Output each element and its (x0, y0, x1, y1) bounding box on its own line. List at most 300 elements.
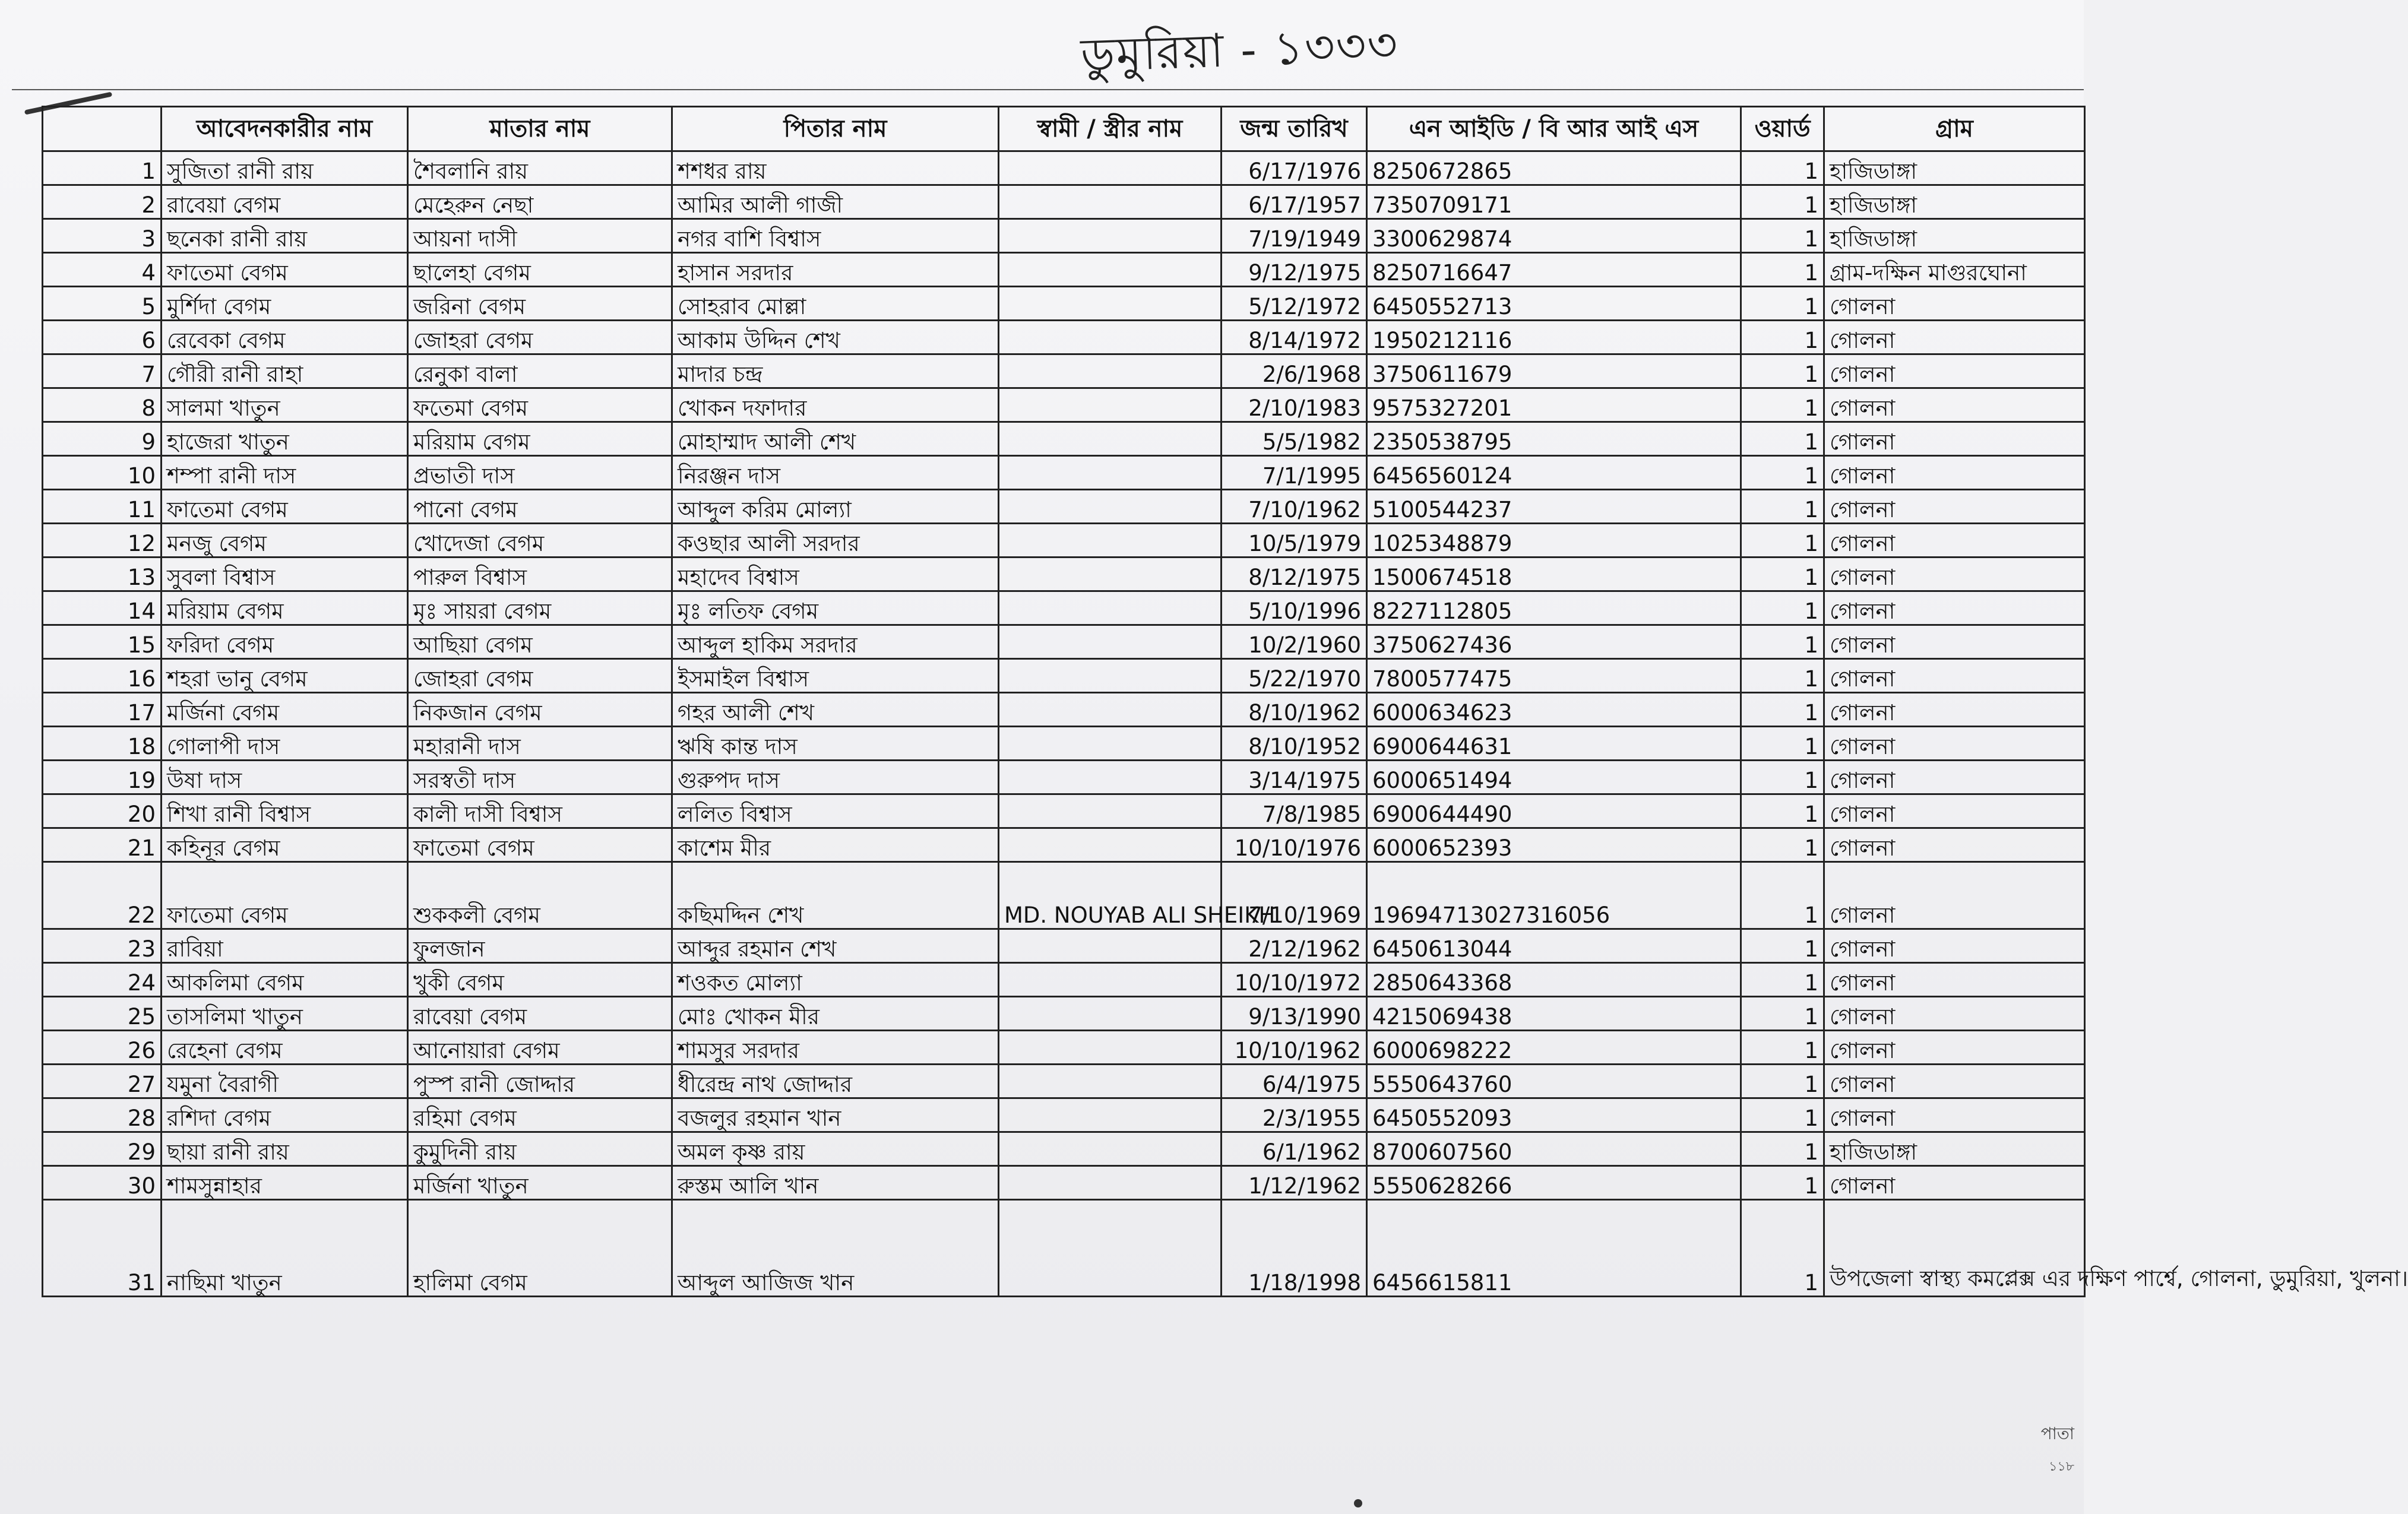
village-name: গোলনা (1824, 929, 2085, 963)
table-row (43, 219, 2085, 253)
col-header-village: গ্রাম (1824, 107, 2085, 151)
mother-name: আয়না দাসী (408, 219, 672, 253)
spouse-name (999, 997, 1222, 1031)
village-name: গোলনা (1824, 659, 2085, 693)
col-header-ward: ওয়ার্ড (1741, 107, 1824, 151)
father-name: কওছার আলী সরদার (672, 524, 999, 558)
applicant-name: শহরা ভানু বেগম (162, 659, 408, 693)
spouse-name (999, 321, 1222, 354)
nid-number: 6000634623 (1367, 693, 1741, 727)
mother-name: প্রভাতী দাস (408, 456, 672, 490)
village-name: গোলনা (1824, 558, 2085, 591)
applicant-name: ছনেকা রানী রায় (162, 219, 408, 253)
spouse-name (999, 456, 1222, 490)
table-row (43, 185, 2085, 219)
father-name: মৃঃ লতিফ বেগম (672, 591, 999, 625)
table-row (43, 1200, 2085, 1297)
col-header-serial (43, 107, 162, 151)
applicant-name: হাজেরা খাতুন (162, 422, 408, 456)
applicant-name: ফরিদা বেগম (162, 625, 408, 659)
table-row (43, 151, 2085, 185)
spouse-name (999, 1200, 1222, 1297)
row-number: 5 (43, 287, 162, 321)
date-of-birth: 5/12/1972 (1222, 287, 1367, 321)
ward-number: 1 (1741, 862, 1824, 929)
applicant-name: যমুনা বৈরাগী (162, 1065, 408, 1098)
village-name: গোলনা (1824, 321, 2085, 354)
village-name: গোলনা (1824, 524, 2085, 558)
applicant-name: রশিদা বেগম (162, 1098, 408, 1132)
mother-name: রহিমা বেগম (408, 1098, 672, 1132)
father-name: শামসুর সরদার (672, 1031, 999, 1065)
applicant-name: সালমা খাতুন (162, 388, 408, 422)
table-row (43, 524, 2085, 558)
date-of-birth: 7/1/1995 (1222, 456, 1367, 490)
village-name: গোলনা (1824, 422, 2085, 456)
nid-number: 6000651494 (1367, 761, 1741, 794)
spouse-name (999, 625, 1222, 659)
spouse-name (999, 422, 1222, 456)
mother-name: মরিয়াম বেগম (408, 422, 672, 456)
nid-number: 6456615811 (1367, 1200, 1741, 1297)
ward-number: 1 (1741, 828, 1824, 862)
spouse-name (999, 151, 1222, 185)
father-name: আমির আলী গাজী (672, 185, 999, 219)
ward-number: 1 (1741, 388, 1824, 422)
nid-number: 8250672865 (1367, 151, 1741, 185)
handwritten-title: ডুমুরিয়া - ১৩৩৩ (1080, 18, 1400, 83)
nid-number: 6456560124 (1367, 456, 1741, 490)
nid-number: 6900644490 (1367, 794, 1741, 828)
ward-number: 1 (1741, 219, 1824, 253)
father-name: গুরুপদ দাস (672, 761, 999, 794)
village-name: হাজিডাঙ্গা (1824, 1132, 2085, 1166)
village-name: গোলনা (1824, 1031, 2085, 1065)
col-header-father: পিতার নাম (672, 107, 999, 151)
applicant-name: সুবলা বিশ্বাস (162, 558, 408, 591)
row-number: 22 (43, 862, 162, 929)
ward-number: 1 (1741, 794, 1824, 828)
mother-name: শৈবলানি রায় (408, 151, 672, 185)
spouse-name (999, 761, 1222, 794)
mother-name: পারুল বিশ্বাস (408, 558, 672, 591)
table-body (43, 151, 2408, 1297)
table-row (43, 287, 2085, 321)
applicant-name: রাবেয়া বেগম (162, 185, 408, 219)
applicant-name: রাবিয়া (162, 929, 408, 963)
col-header-applicant: আবেদনকারীর নাম (162, 107, 408, 151)
father-name: খোকন দফাদার (672, 388, 999, 422)
mother-name: সরস্বতী দাস (408, 761, 672, 794)
ward-number: 1 (1741, 997, 1824, 1031)
spouse-name (999, 1065, 1222, 1098)
ward-number: 1 (1741, 625, 1824, 659)
village-name: গোলনা (1824, 727, 2085, 761)
date-of-birth: 7/8/1985 (1222, 794, 1367, 828)
table-row (43, 997, 2085, 1031)
ward-number: 1 (1741, 1166, 1824, 1200)
table-row (43, 963, 2085, 997)
father-name: ধীরেন্দ্র নাথ জোদ্দার (672, 1065, 999, 1098)
ward-number: 1 (1741, 1098, 1824, 1132)
village-name: গোলনা (1824, 997, 2085, 1031)
father-name: আব্দুল করিম মোল্যা (672, 490, 999, 524)
date-of-birth: 9/13/1990 (1222, 997, 1367, 1031)
row-number: 1 (43, 151, 162, 185)
date-of-birth: 9/12/1975 (1222, 253, 1367, 287)
village-name: উপজেলা স্বাস্থ্য কমপ্লেক্স এর দক্ষিণ পার্শ্বে, গোলনা, ডুমুরিয়া, খুলনা। (1824, 1200, 2085, 1297)
date-of-birth: 6/1/1962 (1222, 1132, 1367, 1166)
row-number: 24 (43, 963, 162, 997)
date-of-birth: 1/12/1962 (1222, 1166, 1367, 1200)
ward-number: 1 (1741, 761, 1824, 794)
nid-number: 2350538795 (1367, 422, 1741, 456)
row-number: 4 (43, 253, 162, 287)
date-of-birth: 7/10/1969 (1222, 862, 1367, 929)
father-name: সোহরাব মোল্লা (672, 287, 999, 321)
table-row (43, 727, 2085, 761)
ward-number: 1 (1741, 253, 1824, 287)
spouse-name (999, 591, 1222, 625)
nid-number: 8700607560 (1367, 1132, 1741, 1166)
mother-name: কুমুদিনী রায় (408, 1132, 672, 1166)
ward-number: 1 (1741, 151, 1824, 185)
applicant-name: মরিয়াম বেগম (162, 591, 408, 625)
row-number: 18 (43, 727, 162, 761)
date-of-birth: 7/10/1962 (1222, 490, 1367, 524)
ward-number: 1 (1741, 321, 1824, 354)
village-name: গোলনা (1824, 287, 2085, 321)
table-row (43, 354, 2085, 388)
applicant-name: মর্জিনা বেগম (162, 693, 408, 727)
table-row (43, 1098, 2085, 1132)
nid-number: 6000652393 (1367, 828, 1741, 862)
date-of-birth: 10/10/1976 (1222, 828, 1367, 862)
row-number: 21 (43, 828, 162, 862)
nid-number: 19694713027316056 (1367, 862, 1741, 929)
beneficiary-table (42, 106, 2408, 1297)
father-name: ঋষি কান্ত দাস (672, 727, 999, 761)
spouse-name (999, 558, 1222, 591)
mother-name: নিকজান বেগম (408, 693, 672, 727)
mother-name: পানো বেগম (408, 490, 672, 524)
date-of-birth: 5/10/1996 (1222, 591, 1367, 625)
row-number: 27 (43, 1065, 162, 1098)
village-name: গোলনা (1824, 591, 2085, 625)
table-row (43, 929, 2085, 963)
ward-number: 1 (1741, 185, 1824, 219)
spouse-name (999, 354, 1222, 388)
row-number: 29 (43, 1132, 162, 1166)
applicant-name: শামসুন্নাহার (162, 1166, 408, 1200)
mother-name: শুককলী বেগম (408, 862, 672, 929)
date-of-birth: 2/3/1955 (1222, 1098, 1367, 1132)
ward-number: 1 (1741, 929, 1824, 963)
father-name: মাদার চন্দ্র (672, 354, 999, 388)
top-rule (12, 89, 2084, 90)
date-of-birth: 6/4/1975 (1222, 1065, 1367, 1098)
mother-name: ফুলজান (408, 929, 672, 963)
applicant-name: সুজিতা রানী রায় (162, 151, 408, 185)
spouse-name (999, 219, 1222, 253)
date-of-birth: 7/19/1949 (1222, 219, 1367, 253)
date-of-birth: 10/10/1962 (1222, 1031, 1367, 1065)
date-of-birth: 8/14/1972 (1222, 321, 1367, 354)
village-name: গোলনা (1824, 963, 2085, 997)
spouse-name (999, 794, 1222, 828)
table-header-row (43, 107, 2085, 151)
nid-number: 3300629874 (1367, 219, 1741, 253)
mother-name: মর্জিনা খাতুন (408, 1166, 672, 1200)
row-number: 26 (43, 1031, 162, 1065)
applicant-name: ফাতেমা বেগম (162, 490, 408, 524)
applicant-name: গোলাপী দাস (162, 727, 408, 761)
applicant-name: মুর্শিদা বেগম (162, 287, 408, 321)
row-number: 11 (43, 490, 162, 524)
mother-name: ছালেহা বেগম (408, 253, 672, 287)
row-number: 9 (43, 422, 162, 456)
row-number: 19 (43, 761, 162, 794)
father-name: ললিত বিশ্বাস (672, 794, 999, 828)
spouse-name: MD. NOUYAB ALI SHEIKH (999, 862, 1222, 929)
table-row (43, 456, 2085, 490)
col-header-mother: মাতার নাম (408, 107, 672, 151)
father-name: আব্দুর রহমান শেখ (672, 929, 999, 963)
father-name: নিরঞ্জন দাস (672, 456, 999, 490)
mother-name: কালী দাসী বিশ্বাস (408, 794, 672, 828)
ward-number: 1 (1741, 422, 1824, 456)
mother-name: ফতেমা বেগম (408, 388, 672, 422)
table-row (43, 1031, 2085, 1065)
ward-number: 1 (1741, 456, 1824, 490)
village-name: গোলনা (1824, 354, 2085, 388)
father-name: শশধর রায় (672, 151, 999, 185)
col-header-dob: জন্ম তারিখ (1222, 107, 1367, 151)
nid-number: 9575327201 (1367, 388, 1741, 422)
date-of-birth: 1/18/1998 (1222, 1200, 1367, 1297)
village-name: গোলনা (1824, 1098, 2085, 1132)
applicant-name: কহিনূর বেগম (162, 828, 408, 862)
ward-number: 1 (1741, 287, 1824, 321)
table-row (43, 862, 2085, 929)
ward-number: 1 (1741, 727, 1824, 761)
village-name: গোলনা (1824, 862, 2085, 929)
spouse-name (999, 1132, 1222, 1166)
ward-number: 1 (1741, 591, 1824, 625)
date-of-birth: 10/5/1979 (1222, 524, 1367, 558)
nid-number: 8227112805 (1367, 591, 1741, 625)
row-number: 6 (43, 321, 162, 354)
spouse-name (999, 929, 1222, 963)
date-of-birth: 3/14/1975 (1222, 761, 1367, 794)
mother-name: আছিয়া বেগম (408, 625, 672, 659)
father-name: আব্দুল হাকিম সরদার (672, 625, 999, 659)
village-name: গোলনা (1824, 625, 2085, 659)
spouse-name (999, 693, 1222, 727)
mother-name: মেহেরুন নেছা (408, 185, 672, 219)
row-number: 16 (43, 659, 162, 693)
village-name: গোলনা (1824, 693, 2085, 727)
nid-number: 1500674518 (1367, 558, 1741, 591)
father-name: রুস্তম আলি খান (672, 1166, 999, 1200)
mother-name: ফাতেমা বেগম (408, 828, 672, 862)
spouse-name (999, 1166, 1222, 1200)
row-number: 28 (43, 1098, 162, 1132)
father-name: আকাম উদ্দিন শেখ (672, 321, 999, 354)
ward-number: 1 (1741, 1065, 1824, 1098)
date-of-birth: 2/12/1962 (1222, 929, 1367, 963)
village-name: গোলনা (1824, 761, 2085, 794)
nid-number: 6450613044 (1367, 929, 1741, 963)
table-row (43, 558, 2085, 591)
ward-number: 1 (1741, 693, 1824, 727)
nid-number: 3750627436 (1367, 625, 1741, 659)
village-name: গ্রাম-দক্ষিন মাগুরঘোনা (1824, 253, 2085, 287)
applicant-name: গৌরী রানী রাহা (162, 354, 408, 388)
table-row (43, 828, 2085, 862)
nid-number: 8250716647 (1367, 253, 1741, 287)
corner-note-page: ১১৮ (2049, 1459, 2074, 1474)
ward-number: 1 (1741, 1031, 1824, 1065)
row-number: 10 (43, 456, 162, 490)
table-row (43, 422, 2085, 456)
mother-name: রাবেয়া বেগম (408, 997, 672, 1031)
mother-name: জোহরা বেগম (408, 659, 672, 693)
nid-number: 3750611679 (1367, 354, 1741, 388)
village-name: গোলনা (1824, 388, 2085, 422)
father-name: মোহাম্মাদ আলী শেখ (672, 422, 999, 456)
ward-number: 1 (1741, 659, 1824, 693)
row-number: 3 (43, 219, 162, 253)
table-row (43, 1132, 2085, 1166)
nid-number: 5550643760 (1367, 1065, 1741, 1098)
father-name: শওকত মোল্যা (672, 963, 999, 997)
ward-number: 1 (1741, 1132, 1824, 1166)
date-of-birth: 2/10/1983 (1222, 388, 1367, 422)
father-name: হাসান সরদার (672, 253, 999, 287)
nid-number: 6450552713 (1367, 287, 1741, 321)
row-number: 30 (43, 1166, 162, 1200)
spouse-name (999, 490, 1222, 524)
father-name: গহর আলী শেখ (672, 693, 999, 727)
spouse-name (999, 727, 1222, 761)
date-of-birth: 8/10/1952 (1222, 727, 1367, 761)
date-of-birth: 5/5/1982 (1222, 422, 1367, 456)
table-row (43, 253, 2085, 287)
applicant-name: শিখা রানী বিশ্বাস (162, 794, 408, 828)
table-row (43, 761, 2085, 794)
applicant-name: আকলিমা বেগম (162, 963, 408, 997)
table-row (43, 1166, 2085, 1200)
table-row (43, 388, 2085, 422)
col-header-nid: এন আইডি / বি আর আই এস (1367, 107, 1741, 151)
date-of-birth: 8/10/1962 (1222, 693, 1367, 727)
mother-name: জরিনা বেগম (408, 287, 672, 321)
spouse-name (999, 963, 1222, 997)
nid-number: 5100544237 (1367, 490, 1741, 524)
nid-number: 6450552093 (1367, 1098, 1741, 1132)
date-of-birth: 5/22/1970 (1222, 659, 1367, 693)
ward-number: 1 (1741, 558, 1824, 591)
table-row (43, 1065, 2085, 1098)
row-number: 23 (43, 929, 162, 963)
ward-number: 1 (1741, 490, 1824, 524)
row-number: 7 (43, 354, 162, 388)
row-number: 8 (43, 388, 162, 422)
father-name: মহাদেব বিশ্বাস (672, 558, 999, 591)
applicant-name: তাসলিমা খাতুন (162, 997, 408, 1031)
spouse-name (999, 828, 1222, 862)
applicant-name: ফাতেমা বেগম (162, 862, 408, 929)
nid-number: 5550628266 (1367, 1166, 1741, 1200)
row-number: 31 (43, 1200, 162, 1297)
date-of-birth: 8/12/1975 (1222, 558, 1367, 591)
spouse-name (999, 253, 1222, 287)
table-row (43, 591, 2085, 625)
row-number: 13 (43, 558, 162, 591)
spouse-name (999, 524, 1222, 558)
table-row (43, 490, 2085, 524)
table-row (43, 693, 2085, 727)
table-row (43, 321, 2085, 354)
mother-name: পুস্প রানী জোদ্দার (408, 1065, 672, 1098)
father-name: বজলুর রহমান খান (672, 1098, 999, 1132)
applicant-name: শম্পা রানী দাস (162, 456, 408, 490)
applicant-name: রেবেকা বেগম (162, 321, 408, 354)
row-number: 25 (43, 997, 162, 1031)
row-number: 17 (43, 693, 162, 727)
date-of-birth: 2/6/1968 (1222, 354, 1367, 388)
mother-name: আনোয়ারা বেগম (408, 1031, 672, 1065)
nid-number: 7350709171 (1367, 185, 1741, 219)
ink-dot (1354, 1499, 1362, 1507)
applicant-name: ফাতেমা বেগম (162, 253, 408, 287)
mother-name: মহারানী দাস (408, 727, 672, 761)
village-name: হাজিডাঙ্গা (1824, 219, 2085, 253)
mother-name: হালিমা বেগম (408, 1200, 672, 1297)
spouse-name (999, 388, 1222, 422)
mother-name: মৃঃ সায়রা বেগম (408, 591, 672, 625)
date-of-birth: 10/10/1972 (1222, 963, 1367, 997)
village-name: গোলনা (1824, 828, 2085, 862)
village-name: গোলনা (1824, 490, 2085, 524)
table-row (43, 794, 2085, 828)
nid-number: 4215069438 (1367, 997, 1741, 1031)
father-name: নগর বাশি বিশ্বাস (672, 219, 999, 253)
col-header-spouse: স্বামী / স্ত্রীর নাম (999, 107, 1222, 151)
village-name: গোলনা (1824, 1065, 2085, 1098)
row-number: 12 (43, 524, 162, 558)
applicant-name: নাছিমা খাতুন (162, 1200, 408, 1297)
row-number: 2 (43, 185, 162, 219)
village-name: হাজিডাঙ্গা (1824, 185, 2085, 219)
date-of-birth: 10/2/1960 (1222, 625, 1367, 659)
nid-number: 2850643368 (1367, 963, 1741, 997)
father-name: অমল কৃষ্ণ রায় (672, 1132, 999, 1166)
spouse-name (999, 1098, 1222, 1132)
applicant-name: রেহেনা বেগম (162, 1031, 408, 1065)
corner-note: পাতা (2040, 1424, 2074, 1443)
father-name: মোঃ খোকন মীর (672, 997, 999, 1031)
father-name: কাশেম মীর (672, 828, 999, 862)
date-of-birth: 6/17/1976 (1222, 151, 1367, 185)
village-name: গোলনা (1824, 1166, 2085, 1200)
row-number: 14 (43, 591, 162, 625)
mother-name: খোদেজা বেগম (408, 524, 672, 558)
row-number: 20 (43, 794, 162, 828)
spouse-name (999, 287, 1222, 321)
spouse-name (999, 659, 1222, 693)
